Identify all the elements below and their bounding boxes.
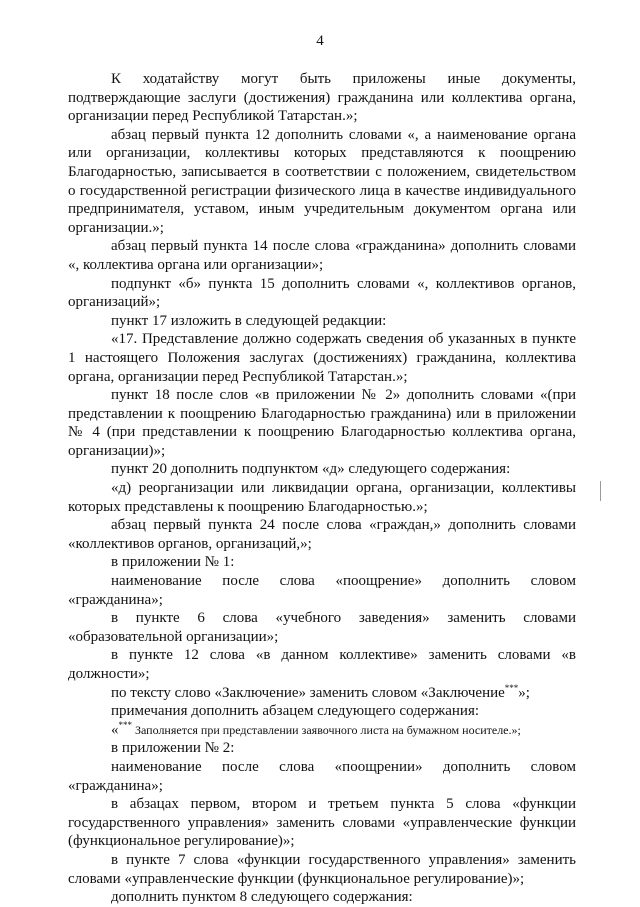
replace-text-before: по тексту слово «Заключение» заменить словом «Заключение [111,684,505,701]
paragraph: пункт 18 после слов «в приложении № 2» дополнить словами «(при представлении к поощрению Благодарностью гражданина) или в приложении № 4 (при представлении к поощрению Благодарностью коллектива органа, организации)»; [68,387,576,459]
paragraph: «д) реорганизации или ликвидации органа, организации, коллективы которых представлены к поощрению Благодарностью.»; [68,480,576,515]
footnote-open-quote: « [111,721,119,738]
paragraph: в приложении № 1: [111,554,235,571]
paragraph: в приложении № 2: [111,740,235,757]
paragraph: абзац первый пункта 24 после слова «граждан,» дополнить словами «коллективов органов, организаций,»; [68,517,576,552]
paragraph: абзац первый пункта 12 дополнить словами «, а наименование органа или организации, коллективы которых представляются к поощрению Благодарностью, записывается в соответствии с положением, свидетельством о государственной регистрации физического лица в качестве индивидуального предпринимателя, уставом, иным учредительным документом органа или организации.»; [68,126,576,236]
paragraph: дополнить пунктом 8 следующего содержания: [111,889,413,906]
paragraph: наименование после слова «поощрении» дополнить словом «гражданина»; [68,758,576,794]
replace-paragraph [68,684,576,703]
paragraph: в абзацах первом, втором и третьем пункта 5 слова «функции государственного управления» заменить словами «управленческие функции (функциональное регулирование)»; [68,796,576,850]
document-body [68,70,576,907]
footnote-text: Заполняется при представлении заявочного листа на бумажном носителе.»; [132,722,521,737]
paragraph: в пункте 12 слова «в данном коллективе» заменить словами «в должности»; [68,647,576,682]
paragraph: пункт 20 дополнить подпунктом «д» следующего содержания: [111,461,511,478]
paragraph: подпункт «б» пункта 15 дополнить словами «, коллективов органов, организаций»; [68,275,576,311]
footnote-asterisks: *** [504,682,519,693]
paragraph: наименование после слова «поощрение» дополнить словом «гражданина»; [68,573,576,608]
paragraph: пункт 17 изложить в следующей редакции: [111,312,387,329]
footnote-paragraph [68,721,576,740]
page-number: 4 [316,33,324,49]
paragraph: абзац первый пункта 14 после слова «гражданина» дополнить словами «, коллектива органа или организации»; [68,238,576,273]
paragraph: К ходатайству могут быть приложены иные документы, подтверждающие заслуги (достижения) гражданина или коллектива органа, организации перед Республикой Татарстан.»; [68,71,576,125]
paragraph: примечания дополнить абзацем следующего содержания: [111,703,480,720]
paragraph: в пункте 6 слова «учебного заведения» заменить словами «образовательной организации»; [68,610,576,645]
scan-margin-mark [600,481,601,501]
paragraph: «17. Представление должно содержать сведения об указанных в пункте 1 настоящего Положения заслугах (достижениях) гражданина, коллектива органа, организации перед Республикой Татарстан.»; [68,331,576,385]
paragraph: в пункте 7 слова «функции государственного управления» заменить словами «управленческие функции (функциональное регулирование)»; [68,851,576,887]
replace-text-after: »; [518,684,530,701]
footnote-asterisks: *** [118,719,132,730]
